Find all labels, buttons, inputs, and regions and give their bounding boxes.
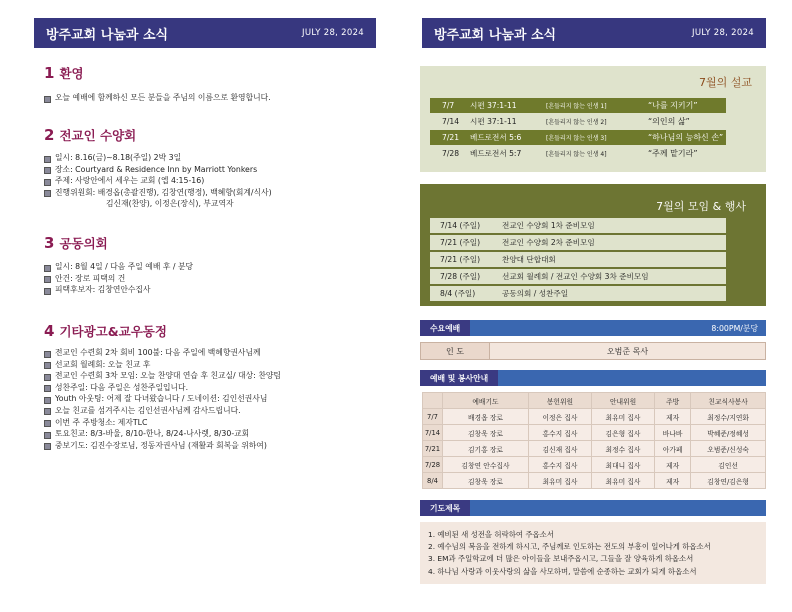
list-item: 주제: 사랑안에서 세우는 교회 (엡 4:15-16) [44,175,374,187]
list-item: 이번 주 주방청소: 제자TLC [44,417,374,429]
prayer-item: 3. EM과 주일학교에 더 많은 아이들을 보내주옵시고, 그들을 잘 양육하게 하옵소서 [428,554,694,564]
prayer-label: 기도제목 [420,500,470,516]
list-item: 일시: 8월 4일 / 다음 주일 예배 후 / 분당 [44,261,374,273]
table-cell: 제자 [655,409,691,425]
table-cell: 박혜준/정혜성 [691,425,766,441]
bulletin-title-left: 방주교회 나눔과 소식 [46,27,169,43]
table-row [423,425,766,441]
header-bar-left [34,18,376,48]
table-cell: 바나바 [655,425,691,441]
event-row [430,235,726,250]
table-cell: 아가페 [655,441,691,457]
list-item: 안건: 장로 피택의 건 [44,273,374,285]
table-cell: 최정수 집사 [592,441,655,457]
table-cell: 홍수지 집사 [528,425,591,441]
events-schedule-box [420,184,766,306]
table-header-cell: 친교식사봉사 [691,393,766,409]
table-cell: 이정은 집사 [528,409,591,425]
table-cell-date: 8/4 [423,473,443,489]
list-item: 선교회 월례회: 오늘 친교 후 [44,359,374,371]
worship-label: 수요예배 [420,320,470,336]
table-row [423,457,766,473]
section-title-retreat [44,126,136,144]
table-cell: 김신재 집사 [528,441,591,457]
prayer-requests-box [420,522,766,584]
event-row [430,218,726,233]
section-label: 환영 [59,66,84,81]
worship-leader: 오범준 목사 [490,342,766,360]
table-cell: 최유미 집사 [592,409,655,425]
table-cell: 배경옵 장로 [443,409,529,425]
sermon-box-title: 7월의 설교 [699,76,752,89]
table-cell: 김인선 [691,457,766,473]
prayer-item: 1. 예비된 새 성전을 허락하여 주옵소서 [428,530,554,539]
table-cell: 제자 [655,473,691,489]
prayer-item: 2. 예수님의 복음을 전하게 하시고, 주님께로 인도하는 전도의 부흥이 일어나게 하옵소서 [428,542,711,552]
bulletin-title-right: 방주교회 나눔과 소식 [434,27,557,43]
list-item: 오늘 예배에 함께하신 모든 분들을 주님의 이름으로 환영합니다. [44,92,374,104]
list-item: 토요친교: 8/3-바울, 8/10-한나, 8/24-나사렛, 8/30-교회 [44,428,374,440]
welcome-list [44,92,374,104]
table-header-cell [423,393,443,409]
event-date: 7/28 (주일) [440,272,481,281]
section-title-announcements [44,322,167,340]
section-title-welcome [44,64,84,82]
table-cell-date: 7/14 [423,425,443,441]
sermon-scripture: 시편 37:1-11 [470,117,517,126]
sermon-subject: “하나님의 능하신 손” [648,133,724,142]
sermon-subject: “나를 지키기” [648,101,698,110]
table-cell: 김창욱 장로 [443,425,529,441]
event-row [430,252,726,267]
list-item-continued: 김신재(찬양), 이정은(장식), 부교역자 [106,199,234,209]
prayer-item: 4. 하나님 사랑과 이웃사랑의 삶을 사모하며, 말씀에 순종하는 교회가 되게 하옵소서 [428,566,697,576]
table-row [423,441,766,457]
table-cell: 제자 [655,457,691,473]
prayer-requests-bar [420,500,766,516]
table-cell: 최유미 집사 [592,473,655,489]
bulletin-date-left: JULY 28, 2024 [302,28,364,38]
list-item: 성찬주일: 다음 주일은 성찬주일입니다. [44,382,374,394]
table-cell-date: 7/21 [423,441,443,457]
list-item: 오늘 친교를 섬겨주시는 김인선권사님께 감사드립니다. [44,405,374,417]
header-bar-right [422,18,766,48]
worship-time: 8:00PM/분당 [711,323,758,333]
list-item: 일시: 8.16(금)~8.18(주일) 2박 3일 [44,152,374,164]
table-header-cell: 예배기도 [443,393,529,409]
table-cell: 김은형 집사 [592,425,655,441]
worship-role: 인 도 [420,342,490,360]
table-cell: 오범준/신성숙 [691,441,766,457]
table-header-row [423,393,766,409]
table-header-cell: 안내위원 [592,393,655,409]
table-header-cell: 봉헌위원 [528,393,591,409]
table-cell-date: 7/28 [423,457,443,473]
sermon-date: 7/28 [442,149,460,158]
table-row [423,409,766,425]
table-cell: 김창연/김은형 [691,473,766,489]
sermon-row [430,114,726,129]
event-name: 찬양대 단합대회 [502,255,556,264]
sermon-row [430,98,726,113]
list-item: 전교인 수련회 2차 회비 100불: 다음 주일에 백혜향권사님께 [44,347,374,359]
bulletin-date-right: JULY 28, 2024 [692,28,754,38]
retreat-list [44,152,374,210]
list-item: 전교인 수련회 3차 모임: 오늘 찬양대 연습 후 친교실/ 대상: 찬양팀 [44,370,374,382]
table-cell: 김창욱 장로 [443,473,529,489]
events-box-title: 7월의 모임 & 행사 [656,200,746,213]
service-schedule-table [422,392,766,489]
table-cell: 최대니 집사 [592,457,655,473]
sermon-subject: “주께 맡기라” [648,149,698,158]
table-cell: 최정수/지연화 [691,409,766,425]
sermon-scripture: 베드로전서 5:7 [470,149,522,158]
sermon-row [430,146,726,161]
sermon-row [430,130,726,145]
section-title-congregation-meeting [44,234,108,252]
table-cell: 김창연 안수집사 [443,457,529,473]
section-label: 공동의회 [59,236,108,251]
table-cell: 홍수지 집사 [528,457,591,473]
table-cell: 김기홍 장로 [443,441,529,457]
list-item: Youth 아웃팅: 어제 잘 다녀왔습니다 / 도네이션: 김인선권사님 [44,393,374,405]
event-row [430,286,726,301]
section-number: 3 [44,234,55,252]
list-item: 피택후보자: 김창연안수집사 [44,284,374,296]
sermon-subject: “의인의 삶” [648,117,690,126]
service-schedule-bar [420,370,766,386]
event-date: 7/14 (주일) [440,221,481,230]
section-number: 4 [44,322,55,340]
table-header-cell: 주방 [655,393,691,409]
event-name: 전교인 수양회 2차 준비모임 [502,238,595,247]
service-label: 예배 및 봉사안내 [420,370,498,386]
section-number: 1 [44,64,55,82]
event-name: 선교회 월례회 / 전교인 수양회 3차 준비모임 [502,272,649,281]
table-cell-date: 7/7 [423,409,443,425]
section-number: 2 [44,126,55,144]
sermon-scripture: 시편 37:1-11 [470,101,517,110]
table-cell: 최유미 집사 [528,473,591,489]
sermon-series: [흔들리지 않는 인생 2] [546,119,607,126]
sermon-series: [흔들리지 않는 인생 3] [546,135,607,142]
section-label: 전교인 수양회 [59,128,137,143]
event-row [430,269,726,284]
sermon-series: [흔들리지 않는 인생 4] [546,151,607,158]
announcements-list [44,347,374,451]
table-row [423,473,766,489]
sermon-schedule-box [420,66,766,172]
event-name: 공동의회 / 성찬주일 [502,289,569,298]
list-item: 진행위원회: 배경옵(총괄진행), 김창연(행정), 백혜향(회계/식사) [44,187,374,199]
event-name: 전교인 수양회 1차 준비모임 [502,221,595,230]
section-label: 기타광고&교우동정 [59,324,167,339]
sermon-date: 7/7 [442,101,455,110]
meeting-list [44,261,374,296]
sermon-series: [흔들리지 않는 인생 1] [546,103,607,110]
sermon-date: 7/14 [442,117,460,126]
sermon-scripture: 베드로전서 5:6 [470,133,522,142]
wednesday-worship-bar [420,320,766,336]
list-item: 중보기도: 김진수장로님, 정동자권사님 (재활과 회복을 위하여) [44,440,374,452]
event-date: 7/21 (주일) [440,255,481,264]
event-date: 8/4 (주일) [440,289,476,298]
event-date: 7/21 (주일) [440,238,481,247]
sermon-date: 7/21 [442,133,460,142]
list-item: 장소: Courtyard & Residence Inn by Marriott Yonkers [44,164,374,176]
worship-leader-row [420,342,766,360]
